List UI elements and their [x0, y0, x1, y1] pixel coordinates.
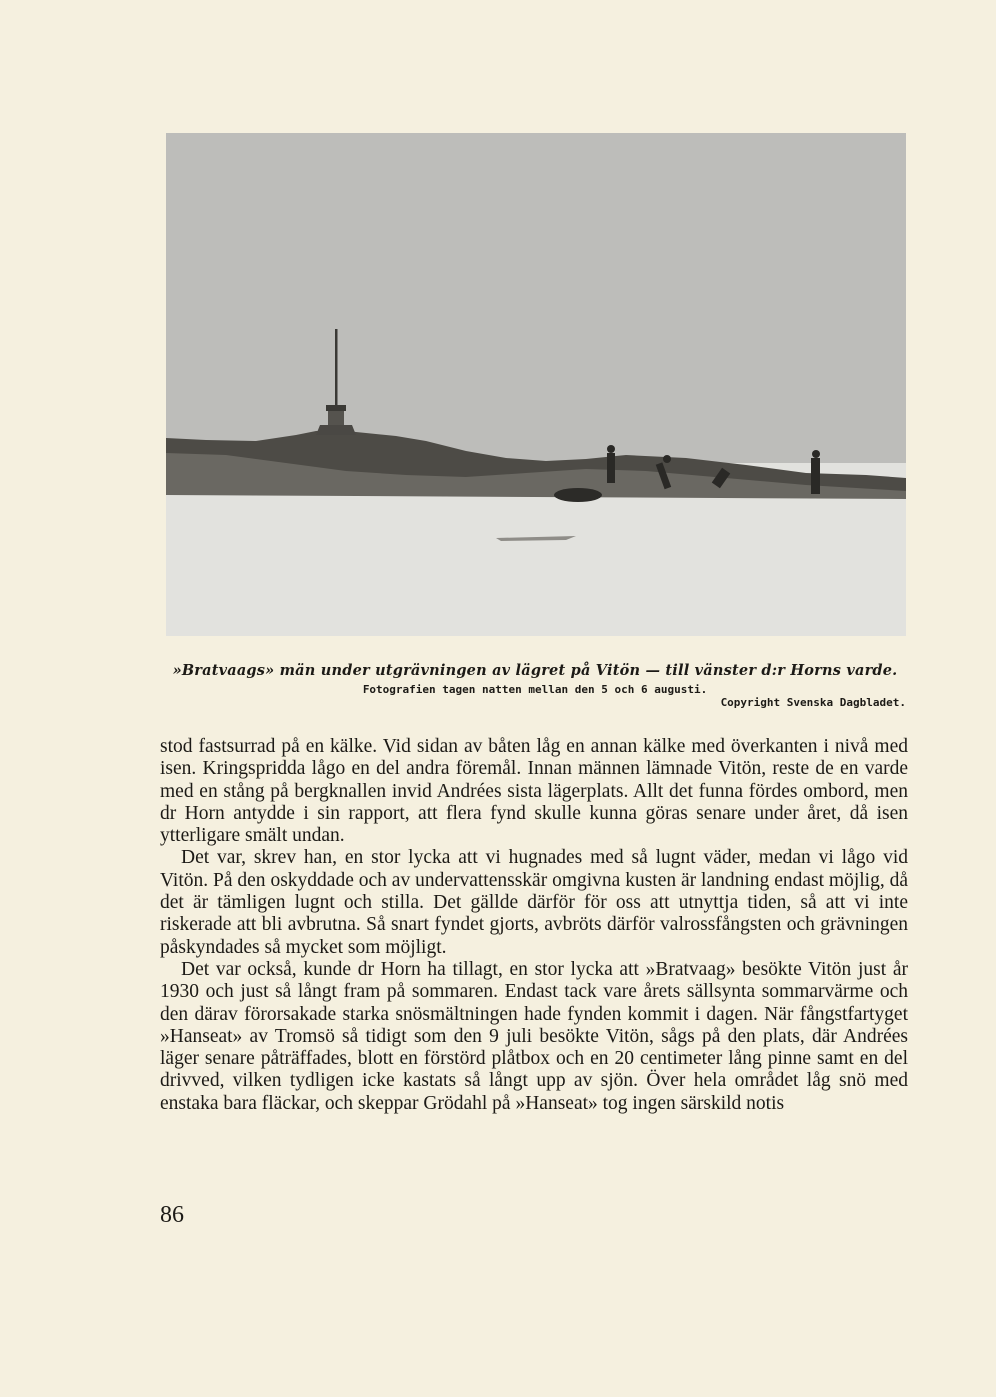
page-number: 86 [160, 1202, 184, 1228]
body-text [160, 736, 908, 1115]
photo-caption: »Bratvaags» män under utgrävningen av lägret på Vitön — till vänster d:r Horns varde. [172, 662, 898, 679]
paragraph: Det var, skrev han, en stor lycka att vi hugnades med så lugnt väder, medan vi lågo vid Vitön. På den oskyddade och av undervattensskär omgivna kusten är landning endast möjlig, då det är tämligen lugnt och stilla. Det gällde därför för oss att utnyttja tiden, så att vi inte riskerade att bli avbrutna. Så snart fyndet gjorts, avbröts därför valrossfångsten och grävningen påskyndades så mycket som möjligt. [160, 847, 908, 958]
photo-illustration [166, 133, 906, 636]
paragraph: Det var också, kunde dr Horn ha tillagt, en stor lycka att »Bratvaag» besökte Vitön just år 1930 och just så långt fram på sommaren. Endast tack vare årets sällsynta sommarvärme och den därav förorsakade starka snösmältningen hade fynden kommit i dagen. När fångstfartyget »Hanseat» av Tromsö så tidigt som den 9 juli besökte Vitön, sågs på den plats, där Andrées läger senare påträffades, blott en förstörd plåtbox och en 20 centimeter lång pinne samt en del drivved, vilken tydligen icke kastats så långt upp av sjön. Över hela området låg snö med enstaka bara fläckar, och skeppar Grödahl på »Hanseat» tog ingen särskild notis [160, 958, 908, 1114]
photograph [166, 133, 906, 636]
paragraph: stod fastsurrad på en kälke. Vid sidan av båten låg en annan kälke med överkanten i nivå med isen. Kringspridda lågo en del andra föremål. Innan männen lämnade Vitön, reste de en varde med en stång på bergknallen invid Andrées sista lägerplats. Allt det funna fördes ombord, men dr Horn antydde i sin rapport, att flera fynd skulle kunna göras senare under året, då isen ytterligare smält undan. [160, 736, 908, 847]
photo-copyright: Copyright Svenska Dagbladet. [720, 696, 906, 709]
photo-caption-date: Fotografien tagen natten mellan den 5 och 6 augusti. [362, 683, 708, 696]
